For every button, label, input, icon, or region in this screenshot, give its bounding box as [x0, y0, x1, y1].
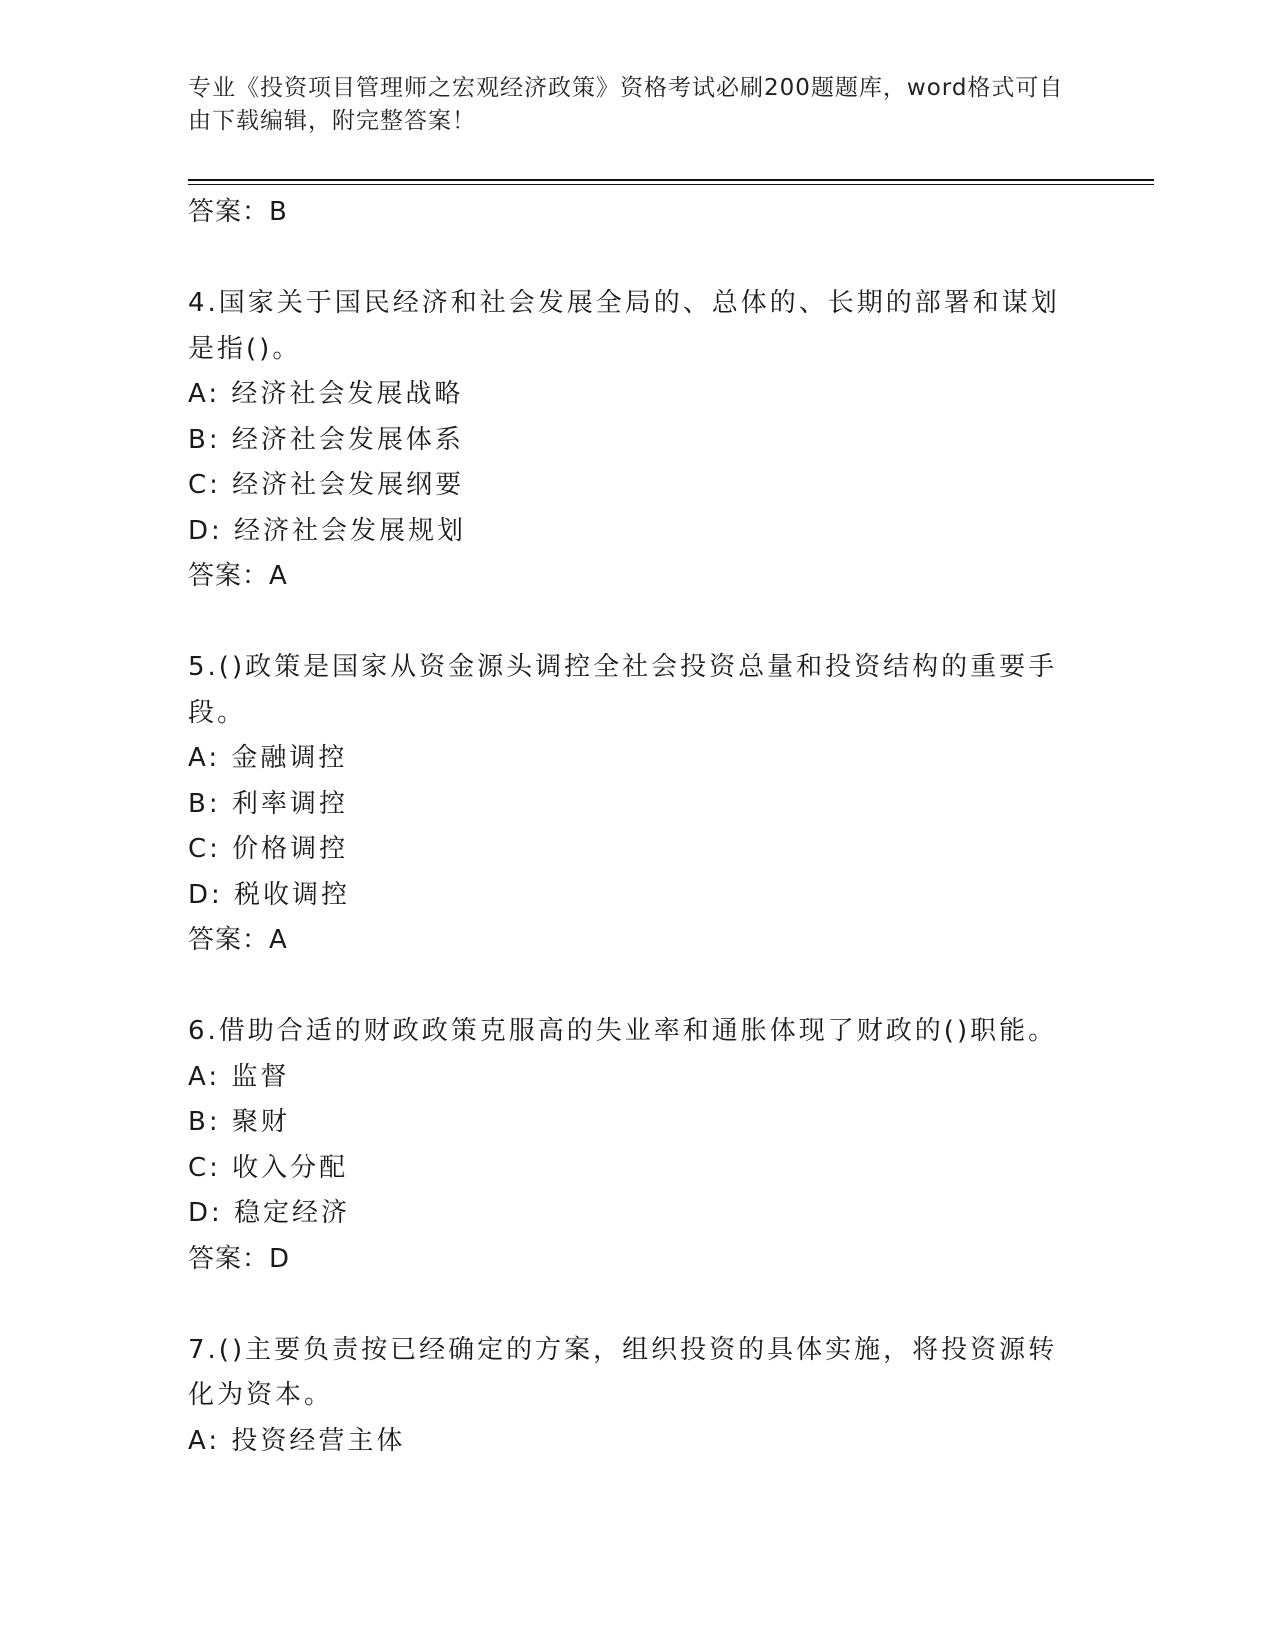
question-text: 4.国家关于国民经济和社会发展全局的、总体的、长期的部署和谋划: [188, 288, 1060, 318]
option-a: A: 金融调控: [188, 743, 348, 773]
question-text: 7.()主要负责按已经确定的方案，组织投资的具体实施，将投资源转: [188, 1334, 1058, 1365]
option-b: B: 聚财: [188, 1107, 290, 1137]
option-a: A: 经济社会发展战略: [188, 379, 464, 409]
option-c: C: 经济社会发展纲要: [188, 470, 465, 500]
option-c: C: 价格调控: [188, 834, 349, 864]
question-text-continued: 段。: [188, 697, 247, 728]
header-rule-thick: [188, 179, 1154, 181]
option-b: B: 经济社会发展体系: [188, 424, 464, 455]
option-d: D: 经济社会发展规划: [188, 515, 467, 546]
question-block-4: [188, 281, 1088, 600]
document-header: 专业《投资项目管理师之宏观经济政策》资格考试必刷200题题库，word格式可自由下载编辑，附完整答案！: [188, 75, 1064, 134]
option-b: B: 利率调控: [188, 788, 348, 819]
answer-line: 答案：D: [188, 1243, 291, 1274]
question-list: [188, 190, 1088, 1464]
question-block-5: [188, 645, 1088, 964]
question-block-6: [188, 1009, 1088, 1282]
answer-line: 答案：A: [188, 925, 288, 955]
option-d: D: 税收调控: [188, 879, 351, 910]
question-text-continued: 化为资本。: [188, 1380, 334, 1410]
question-text-continued: 是指()。: [188, 333, 302, 364]
question-text: 5.()政策是国家从资金源头调控全社会投资总量和投资结构的重要手: [188, 652, 1058, 682]
question-block-7: [188, 1328, 1088, 1465]
question-text: 6.借助合适的财政政策克服高的失业率和通胀体现了财政的()职能。: [188, 1016, 1058, 1046]
option-c: C: 收入分配: [188, 1152, 349, 1183]
option-d: D: 稳定经济: [188, 1198, 351, 1228]
option-a: A: 监督: [188, 1061, 290, 1092]
answer-line: 答案：A: [188, 561, 288, 591]
answer-line: 答案：B: [188, 197, 288, 227]
header-rule-thin: [188, 184, 1154, 185]
option-a: A: 投资经营主体: [188, 1425, 406, 1456]
